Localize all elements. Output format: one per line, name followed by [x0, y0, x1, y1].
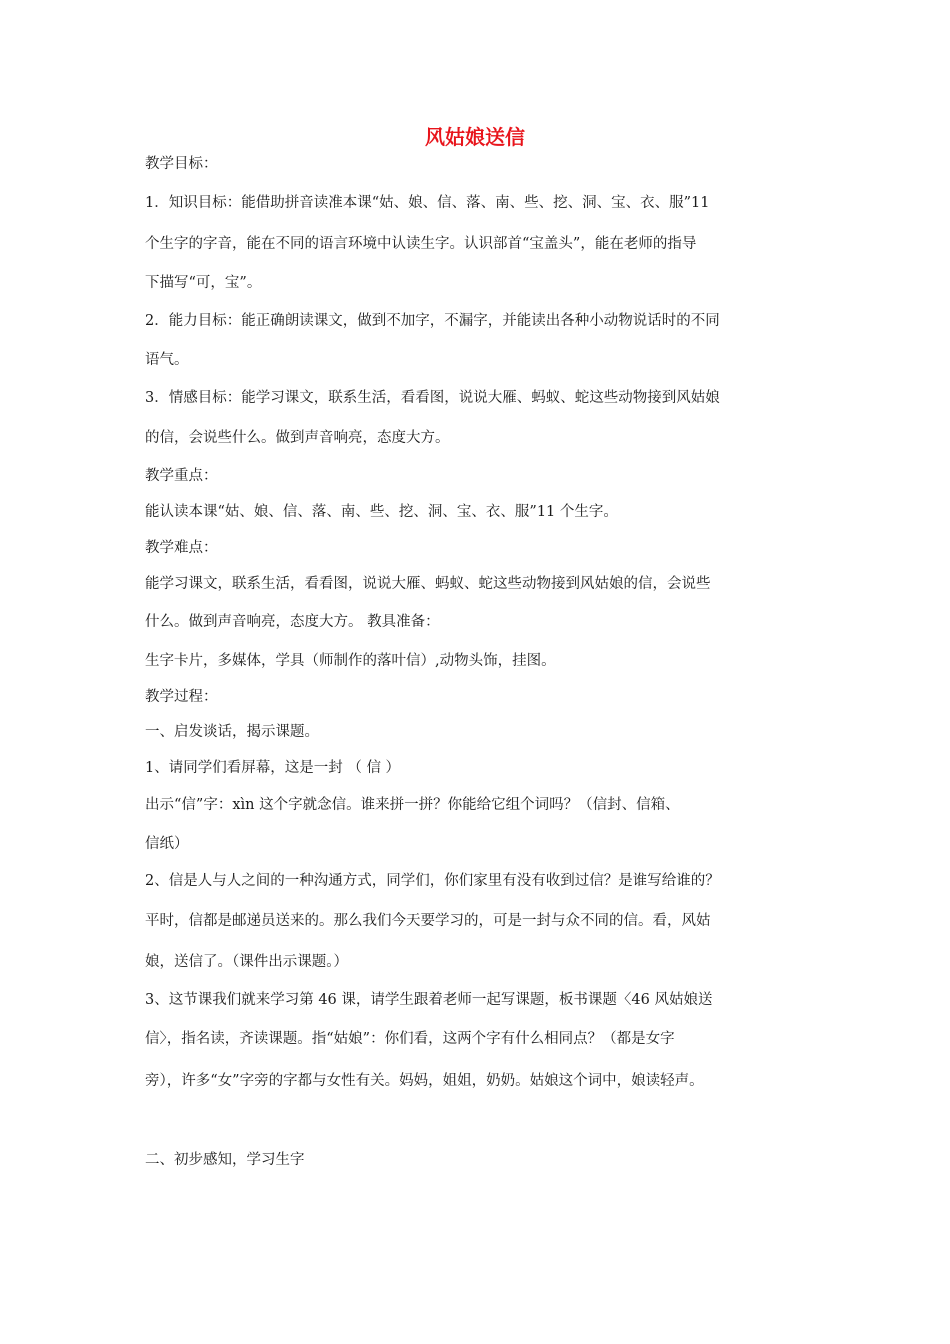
text-line: 娘，送信了。（课件出示课题。）	[145, 954, 348, 970]
text-line: 一、启发谈话，揭示课题。	[145, 724, 319, 740]
text-line: 教学难点：	[145, 540, 218, 556]
text-line: 1、请同学们看屏幕，这是一封 （ 信 ）	[145, 760, 401, 776]
text-line: 能学习课文，联系生活，看看图，说说大雁、蚂蚁、蛇这些动物接到风姑娘的信，会说些	[145, 576, 711, 592]
text-line: 平时，信都是邮递员送来的。那么我们今天要学习的，可是一封与众不同的信。看，风姑	[145, 913, 711, 929]
text-line: 信〉，指名读，齐读课题。指“姑娘”：你们看，这两个字有什么相同点？（都是女字	[145, 1031, 675, 1047]
text-line: 教学重点：	[145, 468, 218, 484]
text-line: 能认读本课“姑、娘、信、落、南、些、挖、洞、宝、衣、服”11 个生字。	[145, 504, 618, 520]
text-line: 教学目标：	[145, 156, 218, 172]
text-line: 1．知识目标：能借助拼音读准本课“姑、娘、信、落、南、些、挖、洞、宝、衣、服”11	[145, 195, 710, 211]
text-line: 下描写“可，宝”。	[145, 275, 262, 291]
text-line: 语气。	[145, 352, 189, 368]
document-title: 风姑娘送信	[425, 125, 525, 149]
text-line: 出示“信”字：xìn 这个字就念信。谁来拼一拼？你能给它组个词吗？（信封、信箱、	[145, 797, 680, 813]
text-line: 3．情感目标：能学习课文，联系生活，看看图，说说大雁、蚂蚁、蛇这些动物接到风姑娘	[145, 390, 720, 406]
text-line: 旁），许多“女”字旁的字都与女性有关。妈妈，姐姐，奶奶。姑娘这个词中，娘读轻声。	[145, 1073, 704, 1089]
text-line: 的信，会说些什么。做到声音响亮，态度大方。	[145, 430, 450, 446]
text-line: 2、信是人与人之间的一种沟通方式，同学们，你们家里有没有收到过信？是谁写给谁的？	[145, 873, 720, 889]
text-line: 什么。做到声音响亮，态度大方。 教具准备：	[145, 614, 440, 630]
text-line: 3、这节课我们就来学习第 46 课，请学生跟着老师一起写课题，板书课题〈46 风姑娘送	[145, 992, 713, 1008]
text-line: 生字卡片，多媒体，学具（师制作的落叶信）,动物头饰，挂图。	[145, 653, 556, 669]
text-line: 二、初步感知，学习生字	[145, 1152, 305, 1168]
text-line: 教学过程：	[145, 689, 218, 705]
text-line: 2．能力目标：能正确朗读课文，做到不加字，不漏字，并能读出各种小动物说话时的不同	[145, 313, 720, 329]
text-line: 个生字的字音，能在不同的语言环境中认读生字。认识部首“宝盖头”，能在老师的指导	[145, 236, 697, 252]
text-line: 信纸）	[145, 836, 189, 852]
